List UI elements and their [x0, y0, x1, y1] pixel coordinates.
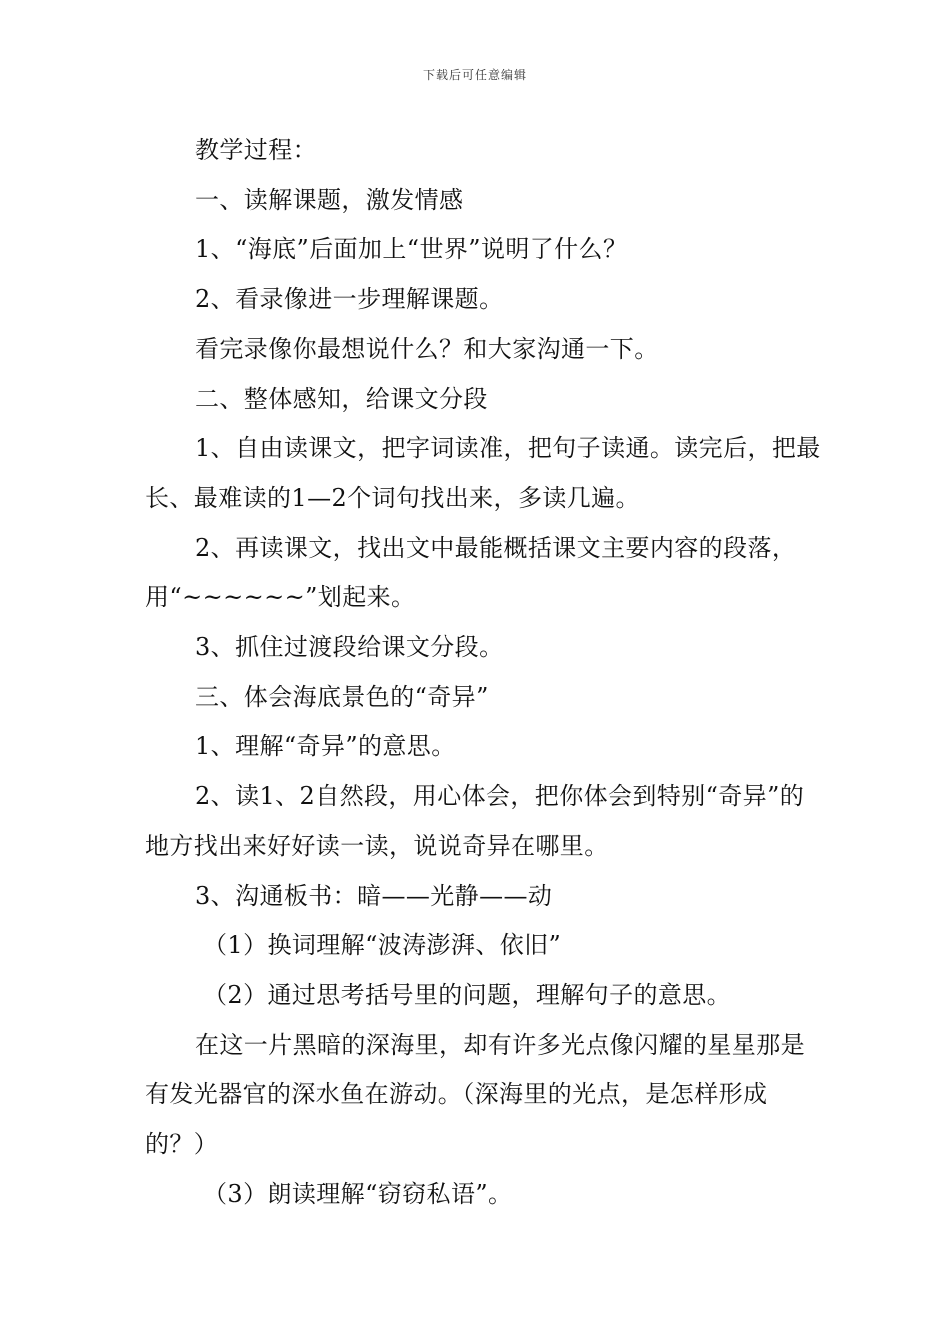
paragraph-item: 1、“海底”后面加上“世界”说明了什么？ — [195, 235, 628, 264]
paragraph-subitem: （1）换词理解“波涛澎湃、依旧” — [203, 931, 562, 960]
paragraph-quote: 在这一片黑暗的深海里，却有许多光点像闪耀的星星那是有发光器官的深水鱼在游动。（深海里的光点，是怎样形成的？） — [145, 1030, 805, 1159]
paragraph-subitem: （3）朗读理解“窃窃私语”。 — [203, 1179, 513, 1208]
paragraph-section-three-heading: 三、体会海底景色的“奇异” — [195, 682, 489, 711]
paragraph-item: 2、再读课文，找出文中最能概括课文主要内容的段落，用“~~~~~~”划起来。 — [145, 533, 797, 612]
paragraph-subitem: （2）通过思考括号里的问题，理解句子的意思。 — [203, 980, 732, 1009]
paragraph-item: 2、看录像进一步理解课题。 — [195, 285, 504, 314]
document-body — [145, 126, 825, 1219]
paragraph-section-two-heading: 二、整体感知，给课文分段 — [195, 384, 488, 413]
paragraph-item: 1、理解“奇异”的意思。 — [195, 732, 456, 761]
paragraph-text: 看完录像你最想说什么？和大家沟通一下。 — [195, 334, 659, 363]
paragraph-item: 1、自由读课文，把字词读准，把句子读通。读完后，把最长、最难读的1—2个词句找出来，多读几遍。 — [145, 434, 821, 512]
paragraph-item: 3、沟通板书：暗——光静——动 — [195, 881, 553, 910]
paragraph-item: 3、抓住过渡段给课文分段。 — [195, 633, 504, 662]
paragraph-section-one-heading: 一、读解课题，激发情感 — [195, 185, 464, 214]
page-header-note: 下载后可任意编辑 — [422, 68, 527, 82]
paragraph-item: 2、读1、2自然段，用心体会，把你体会到特别“奇异”的地方找出来好好读一读，说说奇异在哪里。 — [145, 782, 805, 860]
paragraph-teaching-process: 教学过程： — [195, 136, 317, 164]
